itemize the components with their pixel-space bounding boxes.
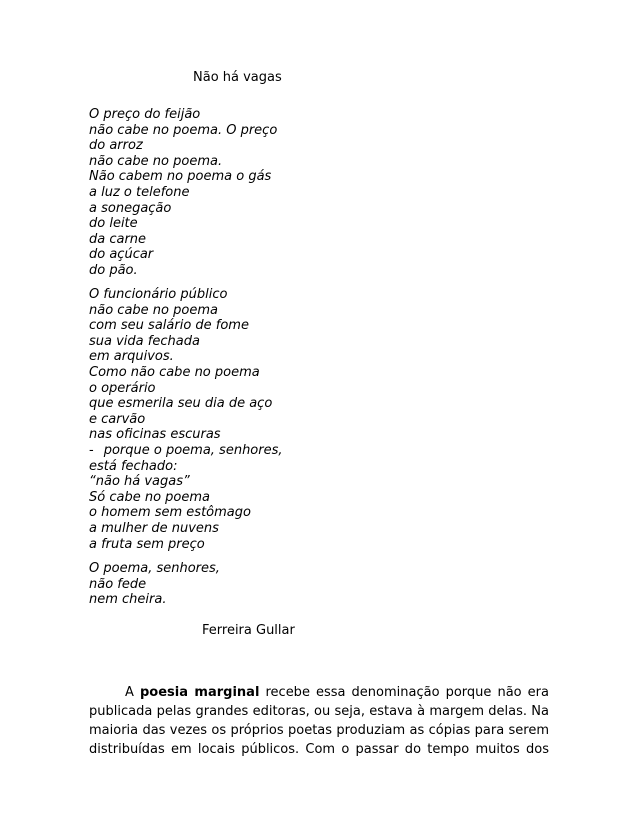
poem-line: do pão. (89, 262, 138, 278)
poem-line: Não cabem no poema o gás (89, 169, 272, 185)
poem-line: O funcionário público (89, 287, 228, 302)
poem-line: do açúcar (89, 247, 154, 263)
poem-line: do leite (89, 216, 138, 232)
poem-line: O poema, senhores, (89, 561, 220, 576)
poem-stanza-1 (89, 107, 277, 279)
prose-text: A (125, 685, 134, 700)
poem-line: a luz o telefone (89, 184, 190, 200)
poem-line: a fruta sem preço (89, 536, 205, 552)
poem-line: que esmerila seu dia de aço (89, 396, 273, 412)
prose-text: recebe essa denominação porque não era (265, 685, 549, 700)
poem-line: O preço do feijão (89, 107, 201, 122)
poem-line: não cabe no poema. (89, 153, 223, 169)
poem-line: com seu salário de fome (89, 318, 249, 334)
poem-line: o operário (89, 380, 156, 396)
poem-stanza-2 (89, 287, 283, 552)
poem-title: Não há vagas (193, 70, 282, 85)
poem-stanza-3 (89, 561, 220, 608)
poem-line: nas oficinas escuras (89, 427, 221, 443)
poem-line: não cabe no poema. O preço (89, 122, 278, 138)
poem-line: o homem sem estômago (89, 505, 251, 521)
prose-line: maioria das vezes os próprios poetas produziam as cópias para serem (89, 723, 549, 738)
poem-line: da carne (89, 231, 147, 247)
poem-line: do arroz (89, 138, 143, 154)
poem-line: Como não cabe no poema (89, 364, 260, 380)
prose-line: distribuídas em locais públicos. Com o passar do tempo muitos dos (89, 742, 549, 757)
poem-line: não cabe no poema (89, 302, 218, 318)
poem-line-with-dash (89, 443, 283, 459)
bold-term: poesia marginal (139, 685, 260, 700)
poem-line: está fechado: (89, 458, 178, 474)
poem-line: em arquivos. (89, 349, 174, 365)
poem-line: não fede (89, 576, 147, 592)
poem-line-text: porque o poema, senhores, (103, 442, 283, 458)
poem-line: nem cheira. (89, 592, 167, 608)
poem-line: a mulher de nuvens (89, 520, 219, 536)
poem-line: “não há vagas” (89, 474, 190, 490)
poem-line: Só cabe no poema (89, 489, 210, 505)
poem-author: Ferreira Gullar (202, 623, 295, 638)
poem-line: a sonegação (89, 200, 172, 216)
prose-line (89, 683, 549, 702)
prose-paragraph (89, 683, 549, 759)
prose-line: publicada pelas grandes editoras, ou seja, estava à margem delas. Na (89, 704, 549, 719)
poem-line: sua vida fechada (89, 333, 200, 349)
dash-mark: - (89, 442, 94, 458)
poem-line: e carvão (89, 411, 146, 427)
